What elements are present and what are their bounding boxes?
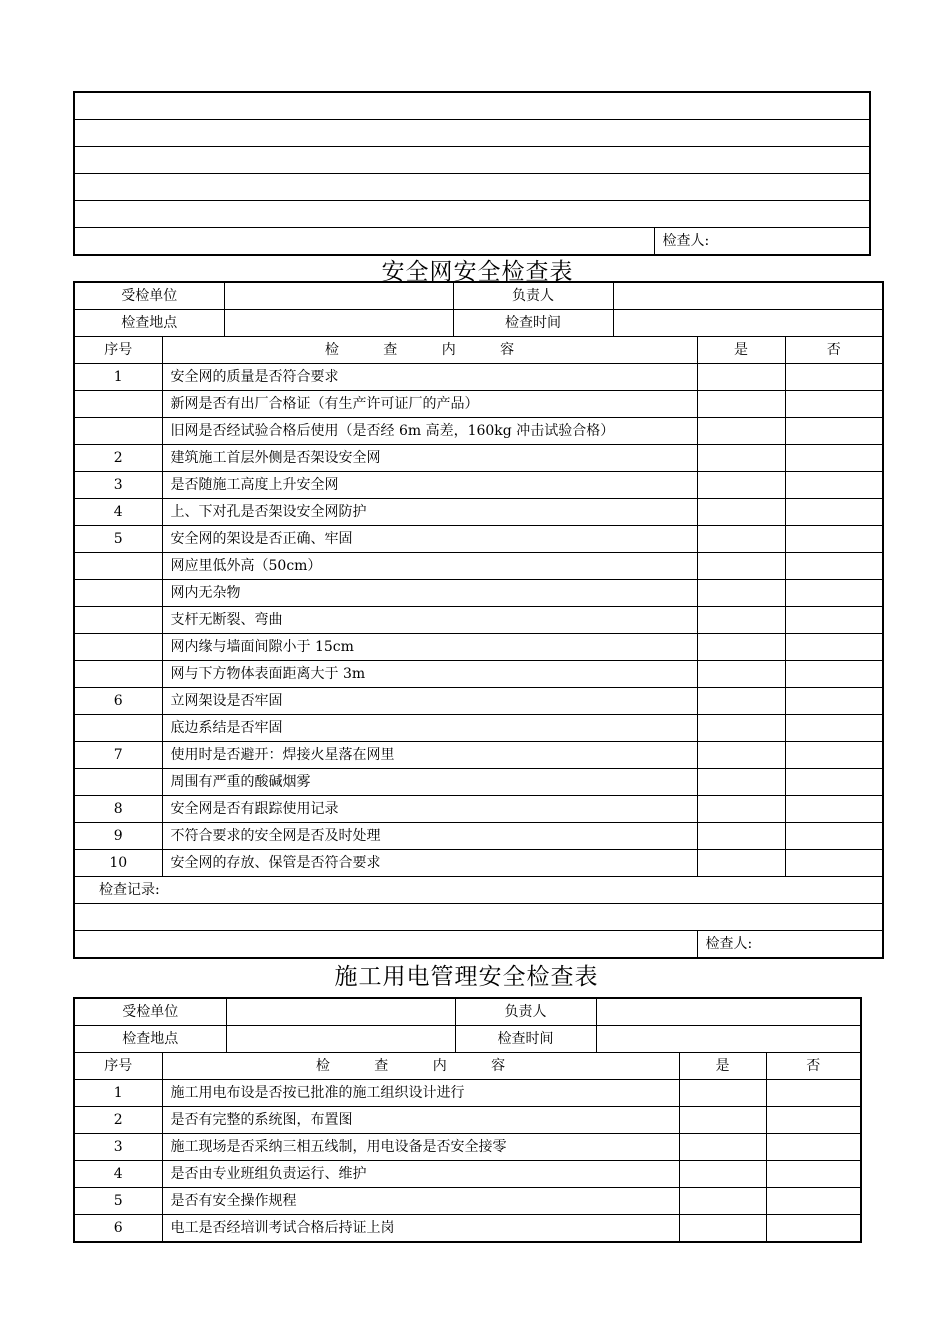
no-check-cell[interactable] xyxy=(785,823,883,850)
no-check-cell[interactable] xyxy=(785,472,883,499)
row-content: 网应里低外高（50cm） xyxy=(162,553,697,580)
table-row xyxy=(74,499,883,526)
table-row xyxy=(74,742,883,769)
row-content: 支杆无断裂、弯曲 xyxy=(162,607,697,634)
row-number xyxy=(74,607,162,634)
no-check-cell[interactable] xyxy=(785,796,883,823)
table-row xyxy=(74,526,883,553)
blank-row xyxy=(74,147,870,174)
no-check-cell[interactable] xyxy=(785,364,883,391)
yes-check-cell[interactable] xyxy=(697,553,785,580)
yes-check-cell[interactable] xyxy=(697,796,785,823)
no-check-cell[interactable] xyxy=(785,418,883,445)
col-header-content: 检 查 内 容 xyxy=(162,1053,679,1080)
responsible-label: 负责人 xyxy=(453,282,613,310)
blank-row xyxy=(74,120,870,147)
no-check-cell[interactable] xyxy=(785,391,883,418)
no-check-cell[interactable] xyxy=(766,1134,861,1161)
record-blank-row[interactable] xyxy=(74,904,883,931)
row-number: 3 xyxy=(74,472,162,499)
no-check-cell[interactable] xyxy=(766,1161,861,1188)
yes-check-cell[interactable] xyxy=(697,688,785,715)
blank-cell xyxy=(74,228,654,256)
row-content: 安全网的架设是否正确、牢固 xyxy=(162,526,697,553)
table-row xyxy=(74,688,883,715)
no-check-cell[interactable] xyxy=(785,607,883,634)
unit-value[interactable] xyxy=(224,282,453,310)
yes-check-cell[interactable] xyxy=(697,472,785,499)
yes-check-cell[interactable] xyxy=(697,850,785,877)
power-form-title: 施工用电管理安全检查表 xyxy=(334,964,599,990)
table-row xyxy=(74,634,883,661)
table-row xyxy=(74,796,883,823)
row-number xyxy=(74,715,162,742)
row-number: 4 xyxy=(74,499,162,526)
blank-row xyxy=(74,174,870,201)
no-check-cell[interactable] xyxy=(766,1215,861,1243)
time-label: 检查时间 xyxy=(455,1026,596,1053)
col-header-yes: 是 xyxy=(679,1053,766,1080)
table-row xyxy=(74,580,883,607)
row-content: 是否由专业班组负责运行、维护 xyxy=(162,1161,679,1188)
row-content: 旧网是否经试验合格后使用（是否经 6m 高差，160kg 冲击试验合格） xyxy=(162,418,697,445)
record-label: 检查记录: xyxy=(74,877,883,904)
row-number: 1 xyxy=(74,1080,162,1107)
unit-label: 受检单位 xyxy=(74,998,226,1026)
row-number: 5 xyxy=(74,1188,162,1215)
row-number: 2 xyxy=(74,1107,162,1134)
row-content: 是否有完整的系统图，布置图 xyxy=(162,1107,679,1134)
col-header-content: 检 查 内 容 xyxy=(162,337,697,364)
row-number: 7 xyxy=(74,742,162,769)
row-content: 底边系结是否牢固 xyxy=(162,715,697,742)
place-value[interactable] xyxy=(224,310,453,337)
row-number: 5 xyxy=(74,526,162,553)
row-content: 立网架设是否牢固 xyxy=(162,688,697,715)
table-row xyxy=(74,553,883,580)
place-label: 检查地点 xyxy=(74,310,224,337)
row-content: 网与下方物体表面距离大于 3m xyxy=(162,661,697,688)
row-number: 2 xyxy=(74,445,162,472)
unit-value[interactable] xyxy=(226,998,455,1026)
row-number xyxy=(74,634,162,661)
row-number xyxy=(74,661,162,688)
no-check-cell[interactable] xyxy=(785,445,883,472)
table-row xyxy=(74,769,883,796)
row-content: 是否有安全操作规程 xyxy=(162,1188,679,1215)
unit-label: 受检单位 xyxy=(74,282,224,310)
table-row xyxy=(74,1161,861,1188)
row-number: 6 xyxy=(74,1215,162,1243)
table-row xyxy=(74,1215,861,1243)
power-form-table xyxy=(73,997,862,1243)
no-check-cell[interactable] xyxy=(785,742,883,769)
row-number: 4 xyxy=(74,1161,162,1188)
table-row xyxy=(74,472,883,499)
yes-check-cell[interactable] xyxy=(697,364,785,391)
table-row xyxy=(74,445,883,472)
yes-check-cell[interactable] xyxy=(697,823,785,850)
row-content: 安全网的质量是否符合要求 xyxy=(162,364,697,391)
row-content: 新网是否有出厂合格证（有生产许可证厂的产品） xyxy=(162,391,697,418)
responsible-value[interactable] xyxy=(613,282,883,310)
table-row xyxy=(74,1107,861,1134)
time-value[interactable] xyxy=(613,310,883,337)
top-fragment-table xyxy=(73,91,871,256)
table-row xyxy=(74,1134,861,1161)
table-row xyxy=(74,391,883,418)
no-check-cell[interactable] xyxy=(785,715,883,742)
yes-check-cell[interactable] xyxy=(697,607,785,634)
inspector-label: 检查人: xyxy=(654,228,870,256)
row-content: 上、下对孔是否架设安全网防护 xyxy=(162,499,697,526)
no-check-cell[interactable] xyxy=(766,1107,861,1134)
yes-check-cell[interactable] xyxy=(697,715,785,742)
yes-check-cell[interactable] xyxy=(697,769,785,796)
row-content: 施工用电布设是否按已批准的施工组织设计进行 xyxy=(162,1080,679,1107)
yes-check-cell[interactable] xyxy=(697,580,785,607)
inspector-label: 检查人: xyxy=(697,931,883,959)
yes-check-cell[interactable] xyxy=(679,1188,766,1215)
no-check-cell[interactable] xyxy=(785,688,883,715)
row-content: 不符合要求的安全网是否及时处理 xyxy=(162,823,697,850)
row-content: 使用时是否避开：焊接火星落在网里 xyxy=(162,742,697,769)
no-check-cell[interactable] xyxy=(785,499,883,526)
table-row xyxy=(74,661,883,688)
row-number: 6 xyxy=(74,688,162,715)
place-value[interactable] xyxy=(226,1026,455,1053)
time-label: 检查时间 xyxy=(453,310,613,337)
row-content: 电工是否经培训考试合格后持证上岗 xyxy=(162,1215,679,1243)
blank-row xyxy=(74,201,870,228)
blank-row xyxy=(74,92,870,120)
table-row xyxy=(74,1080,861,1107)
row-number: 9 xyxy=(74,823,162,850)
row-content: 周围有严重的酸碱烟雾 xyxy=(162,769,697,796)
record-blank-cell xyxy=(74,931,697,959)
responsible-label: 负责人 xyxy=(455,998,596,1026)
no-check-cell[interactable] xyxy=(766,1080,861,1107)
row-number xyxy=(74,769,162,796)
row-content: 是否随施工高度上升安全网 xyxy=(162,472,697,499)
yes-check-cell[interactable] xyxy=(697,742,785,769)
table-row xyxy=(74,715,883,742)
no-check-cell[interactable] xyxy=(785,580,883,607)
responsible-value[interactable] xyxy=(596,998,861,1026)
row-number: 3 xyxy=(74,1134,162,1161)
row-number: 8 xyxy=(74,796,162,823)
yes-check-cell[interactable] xyxy=(679,1107,766,1134)
table-row xyxy=(74,823,883,850)
table-row xyxy=(74,418,883,445)
no-check-cell[interactable] xyxy=(785,769,883,796)
table-row xyxy=(74,850,883,877)
col-header-no2: 否 xyxy=(785,337,883,364)
row-number xyxy=(74,553,162,580)
yes-check-cell[interactable] xyxy=(679,1080,766,1107)
row-content: 施工现场是否采纳三相五线制，用电设备是否安全接零 xyxy=(162,1134,679,1161)
yes-check-cell[interactable] xyxy=(679,1215,766,1243)
no-check-cell[interactable] xyxy=(766,1188,861,1215)
row-number: 10 xyxy=(74,850,162,877)
col-header-yes: 是 xyxy=(697,337,785,364)
yes-check-cell[interactable] xyxy=(697,634,785,661)
col-header-no: 序号 xyxy=(74,337,162,364)
net-form-title: 安全网安全检查表 xyxy=(381,259,574,285)
row-number xyxy=(74,391,162,418)
row-number xyxy=(74,418,162,445)
yes-check-cell[interactable] xyxy=(679,1161,766,1188)
table-row xyxy=(74,1188,861,1215)
net-form-table xyxy=(73,281,884,959)
no-check-cell[interactable] xyxy=(785,553,883,580)
row-content: 网内缘与墙面间隙小于 15cm xyxy=(162,634,697,661)
table-row xyxy=(74,607,883,634)
yes-check-cell[interactable] xyxy=(697,418,785,445)
col-header-no: 序号 xyxy=(74,1053,162,1080)
row-content: 安全网是否有跟踪使用记录 xyxy=(162,796,697,823)
row-number xyxy=(74,580,162,607)
yes-check-cell[interactable] xyxy=(679,1134,766,1161)
yes-check-cell[interactable] xyxy=(697,661,785,688)
no-check-cell[interactable] xyxy=(785,634,883,661)
no-check-cell[interactable] xyxy=(785,850,883,877)
yes-check-cell[interactable] xyxy=(697,445,785,472)
row-content: 建筑施工首层外侧是否架设安全网 xyxy=(162,445,697,472)
yes-check-cell[interactable] xyxy=(697,391,785,418)
row-content: 安全网的存放、保管是否符合要求 xyxy=(162,850,697,877)
yes-check-cell[interactable] xyxy=(697,526,785,553)
col-header-no2: 否 xyxy=(766,1053,861,1080)
time-value[interactable] xyxy=(596,1026,861,1053)
no-check-cell[interactable] xyxy=(785,526,883,553)
table-row xyxy=(74,364,883,391)
row-number: 1 xyxy=(74,364,162,391)
no-check-cell[interactable] xyxy=(785,661,883,688)
yes-check-cell[interactable] xyxy=(697,499,785,526)
place-label: 检查地点 xyxy=(74,1026,226,1053)
row-content: 网内无杂物 xyxy=(162,580,697,607)
